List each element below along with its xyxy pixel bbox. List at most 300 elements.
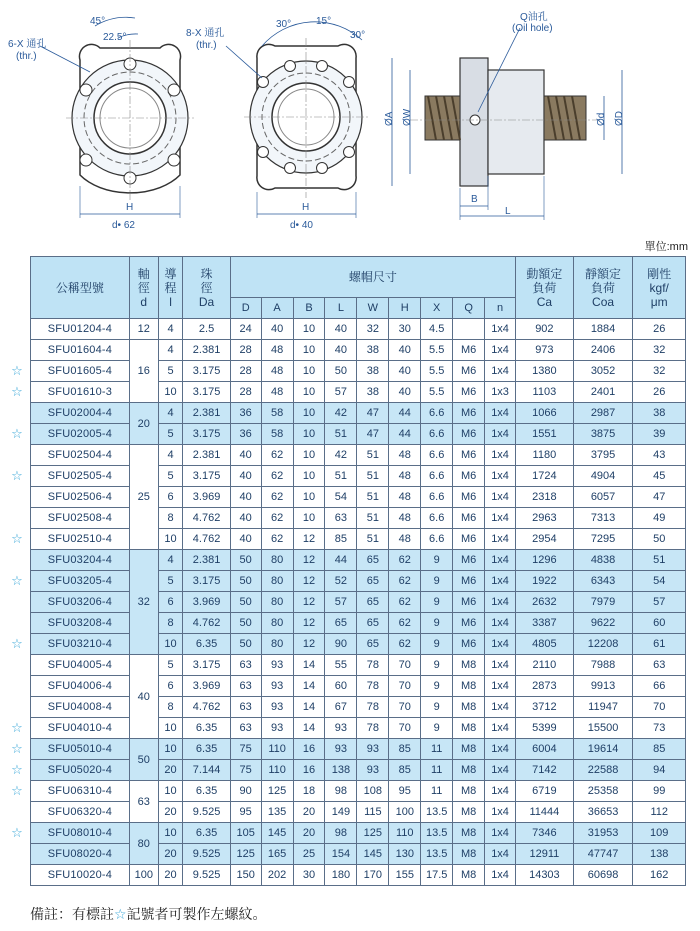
left-thread-star-icon: ☆	[11, 720, 23, 735]
left-thread-star-icon: ☆	[11, 825, 23, 840]
cell-da: 4.762	[183, 529, 230, 550]
cell-n: 1x4	[485, 613, 516, 634]
cell-d: 36	[230, 424, 261, 445]
cell-w: 65	[357, 571, 389, 592]
cell-b: 25	[293, 844, 325, 865]
cell-ca: 3387	[516, 613, 574, 634]
cell-ca: 3712	[516, 697, 574, 718]
cell-q: M8	[453, 802, 485, 823]
cell-q: M6	[453, 340, 485, 361]
axis-diameter-cell: 32	[129, 550, 158, 655]
nut-col-b: B	[293, 298, 325, 319]
cell-x: 6.6	[421, 487, 453, 508]
cell-b: 12	[293, 529, 325, 550]
cell-w: 38	[357, 340, 389, 361]
cell-w: 93	[357, 739, 389, 760]
cell-x: 11	[421, 760, 453, 781]
cell-l: 180	[325, 865, 357, 886]
cell-n: 1x4	[485, 823, 516, 844]
cell-n: 1x4	[485, 865, 516, 886]
cell-q: M8	[453, 676, 485, 697]
nut-col-a: A	[261, 298, 293, 319]
cell-d: 50	[230, 613, 261, 634]
cell-b: 20	[293, 802, 325, 823]
model-cell: SFU02004-4	[31, 403, 130, 424]
cell-d: 50	[230, 592, 261, 613]
cell-n: 1x4	[485, 802, 516, 823]
cell-coa: 7295	[573, 529, 633, 550]
model-cell: SFU04010-4	[31, 718, 130, 739]
cell-q: M6	[453, 424, 485, 445]
cell-x: 4.5	[421, 319, 453, 340]
axis-diameter-cell: 63	[129, 781, 158, 823]
cell-d: 105	[230, 823, 261, 844]
cell-a: 80	[261, 592, 293, 613]
left-thread-star-icon: ☆	[11, 468, 23, 483]
cell-w: 115	[357, 802, 389, 823]
col-rigidity: 剛性 kgf/ μm	[633, 257, 686, 319]
cell-q: M6	[453, 571, 485, 592]
cell-k: 99	[633, 781, 686, 802]
cell-da: 4.762	[183, 697, 230, 718]
cell-n: 1x4	[485, 424, 516, 445]
cell-l: 5	[158, 424, 183, 445]
middle-hole-label-en: (thr.)	[196, 40, 217, 51]
cell-l: 20	[158, 865, 183, 886]
cell-h: 155	[389, 865, 421, 886]
cell-k: 50	[633, 529, 686, 550]
cell-l: 20	[158, 760, 183, 781]
table-row	[31, 655, 686, 676]
cell-ca: 1551	[516, 424, 574, 445]
cell-w: 47	[357, 424, 389, 445]
cell-q: M6	[453, 382, 485, 403]
cell-l: 51	[325, 424, 357, 445]
left-thread-star-icon: ☆	[11, 573, 23, 588]
cell-coa: 22588	[573, 760, 633, 781]
cell-w: 78	[357, 697, 389, 718]
model-cell: SFU03204-4	[31, 550, 130, 571]
cell-h: 100	[389, 802, 421, 823]
cell-a: 58	[261, 403, 293, 424]
left-thread-star-icon: ☆	[11, 384, 23, 399]
left-thread-star-icon: ☆	[11, 363, 23, 378]
cell-h: 44	[389, 424, 421, 445]
left-dim-h: H	[126, 202, 134, 213]
cell-k: 51	[633, 550, 686, 571]
cell-l: 10	[158, 529, 183, 550]
cell-d: 63	[230, 676, 261, 697]
cell-a: 40	[261, 319, 293, 340]
cell-l: 4	[158, 340, 183, 361]
cell-x: 6.6	[421, 424, 453, 445]
axis-diameter-cell: 12	[129, 319, 158, 340]
oil-hole-label-en: (Oil hole)	[512, 23, 553, 34]
cell-coa: 1884	[573, 319, 633, 340]
cell-coa: 9913	[573, 676, 633, 697]
cell-a: 165	[261, 844, 293, 865]
cell-l: 5	[158, 361, 183, 382]
model-cell: SFU05010-4	[31, 739, 130, 760]
cell-k: 66	[633, 676, 686, 697]
cell-coa: 36653	[573, 802, 633, 823]
cell-da: 6.35	[183, 823, 230, 844]
cell-l: 93	[325, 718, 357, 739]
cell-w: 93	[357, 760, 389, 781]
cell-n: 1x4	[485, 466, 516, 487]
cell-l: 4	[158, 550, 183, 571]
table-row	[31, 382, 686, 403]
cell-l: 10	[158, 739, 183, 760]
model-cell: SFU05020-4	[31, 760, 130, 781]
middle-angle-30a: 30°	[276, 19, 292, 30]
cell-da: 7.144	[183, 760, 230, 781]
cell-n: 1x4	[485, 319, 516, 340]
model-cell: SFU04006-4	[31, 676, 130, 697]
cell-da: 2.381	[183, 340, 230, 361]
spec-table	[30, 256, 686, 886]
cell-d: 75	[230, 760, 261, 781]
cell-b: 10	[293, 466, 325, 487]
cell-h: 30	[389, 319, 421, 340]
model-cell: SFU06320-4	[31, 802, 130, 823]
table-row	[31, 571, 686, 592]
cell-da: 4.762	[183, 508, 230, 529]
cell-l: 42	[325, 445, 357, 466]
cell-q	[453, 319, 485, 340]
cell-h: 40	[389, 340, 421, 361]
cell-da: 9.525	[183, 802, 230, 823]
cell-x: 9	[421, 634, 453, 655]
cell-a: 62	[261, 487, 293, 508]
model-cell: SFU02005-4	[31, 424, 130, 445]
col-static: 靜額定 負荷 Coa	[573, 257, 633, 319]
cell-l: 6	[158, 676, 183, 697]
cell-n: 1x4	[485, 739, 516, 760]
cell-ca: 2873	[516, 676, 574, 697]
cell-x: 9	[421, 718, 453, 739]
table-row	[31, 466, 686, 487]
cell-d: 36	[230, 403, 261, 424]
cell-coa: 7988	[573, 655, 633, 676]
cell-ca: 2318	[516, 487, 574, 508]
cell-a: 110	[261, 760, 293, 781]
cell-da: 2.5	[183, 319, 230, 340]
cell-w: 65	[357, 634, 389, 655]
cell-a: 202	[261, 865, 293, 886]
cell-l: 50	[325, 361, 357, 382]
cell-n: 1x4	[485, 781, 516, 802]
cell-a: 93	[261, 697, 293, 718]
cell-h: 62	[389, 613, 421, 634]
cell-ca: 7142	[516, 760, 574, 781]
cell-a: 110	[261, 739, 293, 760]
footnote-prefix: 備註：有標註	[30, 906, 114, 922]
cell-l: 5	[158, 466, 183, 487]
footnote-star: ☆	[114, 906, 127, 922]
cell-n: 1x4	[485, 760, 516, 781]
model-cell: SFU02510-4	[31, 529, 130, 550]
cell-ca: 6719	[516, 781, 574, 802]
cell-da: 3.969	[183, 592, 230, 613]
cell-q: M6	[453, 550, 485, 571]
cell-n: 1x4	[485, 697, 516, 718]
table-row	[31, 340, 686, 361]
table-row	[31, 592, 686, 613]
right-side-drawing	[384, 10, 625, 220]
cell-k: 63	[633, 655, 686, 676]
cell-l: 60	[325, 676, 357, 697]
cell-h: 85	[389, 739, 421, 760]
cell-ca: 6004	[516, 739, 574, 760]
table-row	[31, 487, 686, 508]
table-row	[31, 718, 686, 739]
cell-h: 62	[389, 571, 421, 592]
cell-q: M8	[453, 655, 485, 676]
cell-w: 51	[357, 445, 389, 466]
cell-d: 150	[230, 865, 261, 886]
cell-d: 40	[230, 487, 261, 508]
cell-coa: 4904	[573, 466, 633, 487]
cell-b: 14	[293, 697, 325, 718]
cell-h: 95	[389, 781, 421, 802]
table-row	[31, 697, 686, 718]
cell-da: 6.35	[183, 634, 230, 655]
cell-k: 43	[633, 445, 686, 466]
cell-l: 10	[158, 634, 183, 655]
cell-coa: 4838	[573, 550, 633, 571]
cell-d: 95	[230, 802, 261, 823]
cell-w: 78	[357, 676, 389, 697]
cell-coa: 2987	[573, 403, 633, 424]
cell-k: 70	[633, 697, 686, 718]
model-cell: SFU04005-4	[31, 655, 130, 676]
cell-coa: 6343	[573, 571, 633, 592]
cell-a: 48	[261, 340, 293, 361]
cell-x: 5.5	[421, 382, 453, 403]
cell-q: M6	[453, 634, 485, 655]
cell-ca: 1922	[516, 571, 574, 592]
cell-k: 32	[633, 361, 686, 382]
cell-coa: 3052	[573, 361, 633, 382]
cell-q: M8	[453, 697, 485, 718]
cell-da: 3.175	[183, 655, 230, 676]
cell-x: 9	[421, 592, 453, 613]
cell-ca: 4805	[516, 634, 574, 655]
cell-x: 13.5	[421, 802, 453, 823]
cell-coa: 7313	[573, 508, 633, 529]
cell-x: 5.5	[421, 361, 453, 382]
cell-coa: 15500	[573, 718, 633, 739]
axis-diameter-cell: 25	[129, 445, 158, 550]
cell-x: 6.6	[421, 466, 453, 487]
cell-b: 10	[293, 319, 325, 340]
cell-a: 62	[261, 508, 293, 529]
cell-b: 14	[293, 676, 325, 697]
cell-da: 9.525	[183, 865, 230, 886]
axis-diameter-cell: 50	[129, 739, 158, 781]
cell-n: 1x4	[485, 487, 516, 508]
cell-l: 138	[325, 760, 357, 781]
cell-n: 1x3	[485, 382, 516, 403]
cell-h: 70	[389, 718, 421, 739]
cell-l: 93	[325, 739, 357, 760]
table-row	[31, 319, 686, 340]
left-dim-d: d• 62	[112, 220, 135, 231]
cell-b: 10	[293, 340, 325, 361]
cell-w: 47	[357, 403, 389, 424]
cell-ca: 1296	[516, 550, 574, 571]
cell-l: 10	[158, 382, 183, 403]
cell-w: 65	[357, 592, 389, 613]
table-row	[31, 403, 686, 424]
cell-ca: 2963	[516, 508, 574, 529]
dim-a: ØA	[384, 111, 395, 126]
cell-w: 78	[357, 718, 389, 739]
cell-w: 38	[357, 361, 389, 382]
cell-l: 8	[158, 508, 183, 529]
cell-d: 50	[230, 571, 261, 592]
cell-q: M8	[453, 781, 485, 802]
cell-b: 10	[293, 445, 325, 466]
cell-n: 1x4	[485, 508, 516, 529]
cell-n: 1x4	[485, 718, 516, 739]
cell-q: M8	[453, 718, 485, 739]
cell-l: 6	[158, 487, 183, 508]
cell-k: 94	[633, 760, 686, 781]
cell-da: 3.175	[183, 571, 230, 592]
table-row	[31, 844, 686, 865]
dim-l: L	[505, 206, 511, 217]
cell-k: 47	[633, 487, 686, 508]
cell-x: 11	[421, 739, 453, 760]
cell-coa: 7979	[573, 592, 633, 613]
cell-coa: 2401	[573, 382, 633, 403]
cell-n: 1x4	[485, 361, 516, 382]
cell-h: 62	[389, 592, 421, 613]
cell-n: 1x4	[485, 445, 516, 466]
cell-coa: 12208	[573, 634, 633, 655]
cell-coa: 9622	[573, 613, 633, 634]
cell-x: 6.6	[421, 508, 453, 529]
cell-w: 125	[357, 823, 389, 844]
cell-d: 63	[230, 697, 261, 718]
dim-b: B	[471, 194, 478, 205]
cell-q: M8	[453, 823, 485, 844]
cell-k: 38	[633, 403, 686, 424]
cell-b: 10	[293, 361, 325, 382]
cell-coa: 25358	[573, 781, 633, 802]
cell-a: 62	[261, 445, 293, 466]
cell-h: 85	[389, 760, 421, 781]
drawing-svg	[0, 0, 700, 240]
cell-k: 61	[633, 634, 686, 655]
cell-l: 85	[325, 529, 357, 550]
col-dynamic: 動額定 負荷 Ca	[516, 257, 574, 319]
cell-ca: 12911	[516, 844, 574, 865]
cell-n: 1x4	[485, 655, 516, 676]
cell-k: 49	[633, 508, 686, 529]
cell-l: 149	[325, 802, 357, 823]
cell-w: 51	[357, 466, 389, 487]
cell-ca: 1066	[516, 403, 574, 424]
left-thread-star-icon: ☆	[11, 531, 23, 546]
dim-d-large: ØD	[614, 111, 625, 126]
model-cell: SFU08010-4	[31, 823, 130, 844]
cell-ca: 14303	[516, 865, 574, 886]
cell-q: M8	[453, 739, 485, 760]
cell-l: 5	[158, 655, 183, 676]
cell-da: 3.175	[183, 382, 230, 403]
cell-l: 10	[158, 718, 183, 739]
cell-b: 12	[293, 613, 325, 634]
cell-ca: 2954	[516, 529, 574, 550]
cell-h: 48	[389, 466, 421, 487]
cell-b: 20	[293, 823, 325, 844]
cell-x: 5.5	[421, 340, 453, 361]
nut-col-n: n	[485, 298, 516, 319]
table-row	[31, 445, 686, 466]
cell-q: M6	[453, 613, 485, 634]
cell-da: 2.381	[183, 403, 230, 424]
cell-h: 62	[389, 550, 421, 571]
middle-dim-d: d• 40	[290, 220, 313, 231]
cell-coa: 47747	[573, 844, 633, 865]
col-model: 公稱型號	[31, 257, 130, 319]
middle-flange-drawing	[186, 16, 368, 231]
axis-diameter-cell: 16	[129, 340, 158, 403]
cell-x: 17.5	[421, 865, 453, 886]
cell-q: M6	[453, 403, 485, 424]
cell-h: 70	[389, 697, 421, 718]
cell-b: 14	[293, 718, 325, 739]
cell-h: 44	[389, 403, 421, 424]
left-flange-drawing	[8, 16, 194, 231]
cell-n: 1x4	[485, 634, 516, 655]
cell-a: 93	[261, 718, 293, 739]
middle-angle-15: 15°	[316, 16, 332, 27]
col-nut: 螺帽尺寸	[230, 257, 515, 298]
cell-q: M6	[453, 529, 485, 550]
cell-q: M8	[453, 844, 485, 865]
cell-l: 20	[158, 802, 183, 823]
model-cell: SFU03206-4	[31, 592, 130, 613]
cell-a: 145	[261, 823, 293, 844]
dim-w: ØW	[402, 108, 413, 126]
table-row	[31, 823, 686, 844]
left-thread-star-icon: ☆	[11, 426, 23, 441]
cell-x: 9	[421, 697, 453, 718]
cell-coa: 6057	[573, 487, 633, 508]
cell-h: 48	[389, 529, 421, 550]
cell-coa: 3875	[573, 424, 633, 445]
cell-x: 6.6	[421, 529, 453, 550]
left-hole-label-en: (thr.)	[16, 51, 37, 62]
nut-col-x: X	[421, 298, 453, 319]
cell-x: 11	[421, 781, 453, 802]
cell-w: 38	[357, 382, 389, 403]
table-row	[31, 802, 686, 823]
nut-col-h: H	[389, 298, 421, 319]
model-cell: SFU02506-4	[31, 487, 130, 508]
cell-a: 80	[261, 613, 293, 634]
cell-b: 12	[293, 592, 325, 613]
axis-diameter-cell: 100	[129, 865, 158, 886]
cell-n: 1x4	[485, 529, 516, 550]
cell-a: 62	[261, 529, 293, 550]
table-row	[31, 613, 686, 634]
cell-l: 10	[158, 781, 183, 802]
